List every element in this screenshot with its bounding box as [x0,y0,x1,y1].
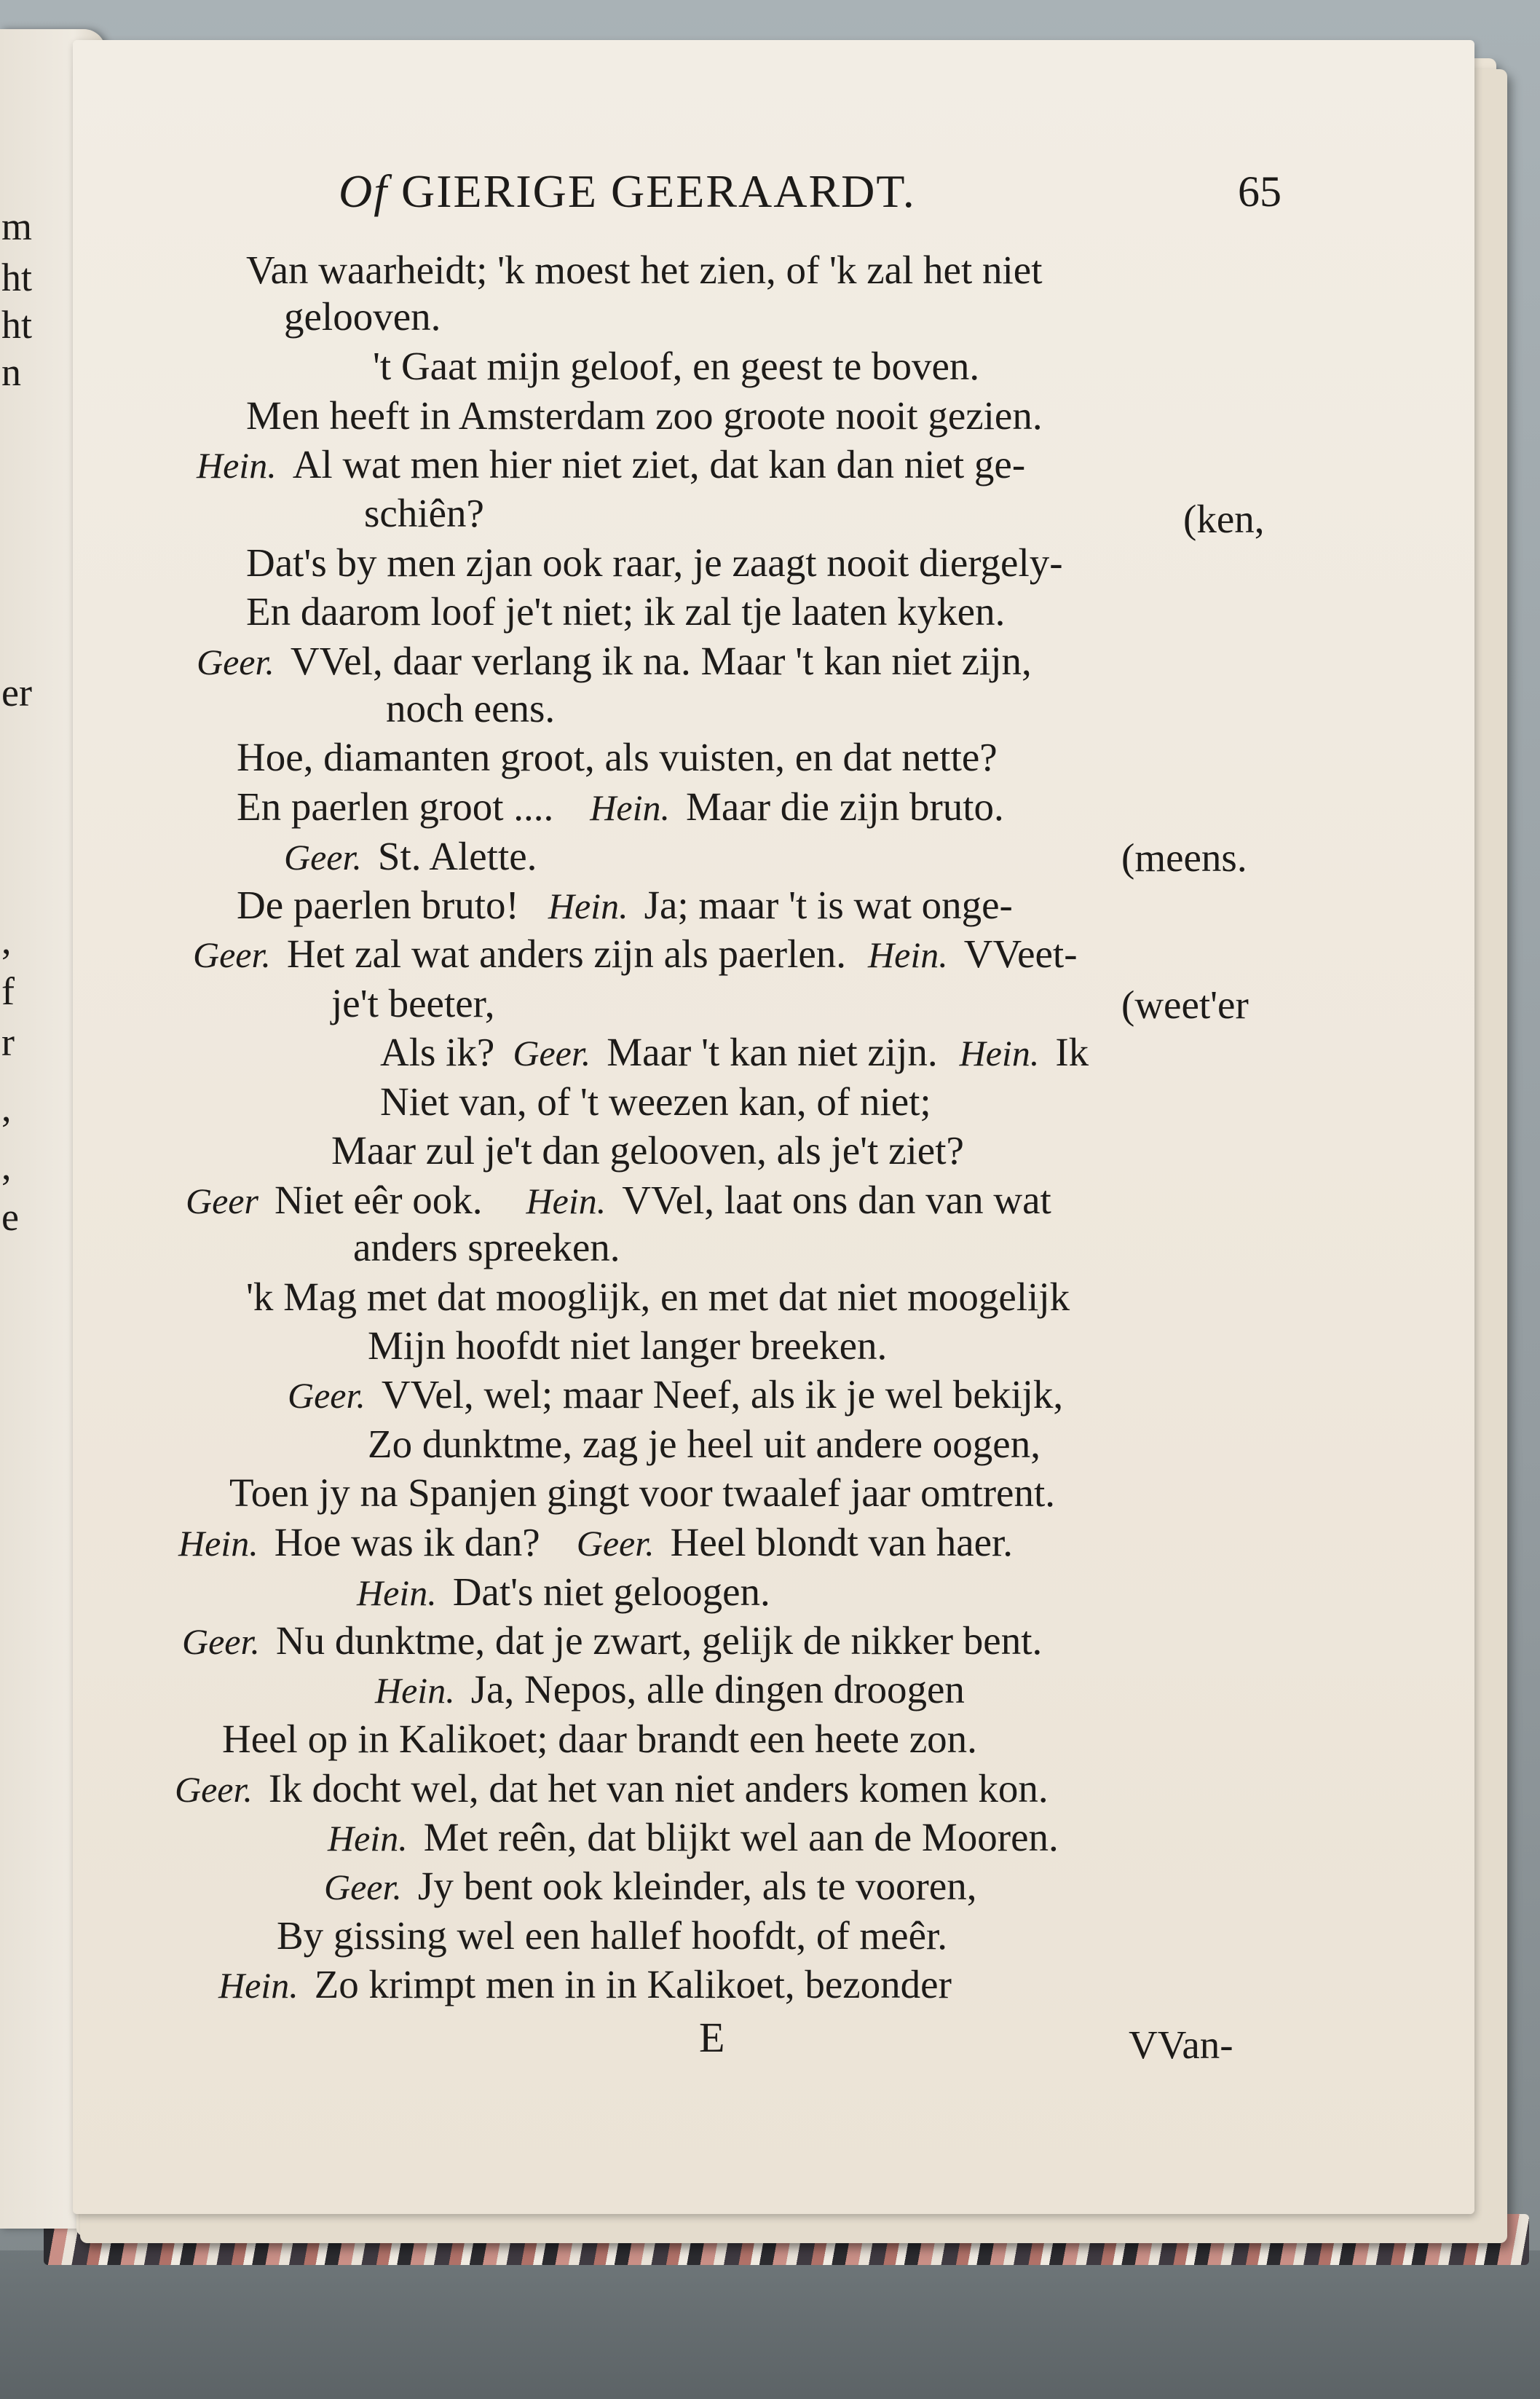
verse-line: Geer. VVel, daar verlang ik na. Maar 't kan niet zijn, [197,639,1032,683]
speaker-name: Hein. [357,1572,437,1613]
verse-line: Hoe, diamanten groot, als vuisten, en dat nette? [237,735,998,779]
verse-line: Hein. Met reên, dat blijkt wel aan de Mooren. [328,1815,1059,1859]
verse-line: De paerlen bruto! Hein. Ja; maar 't is wat onge- [237,883,1013,927]
verse-line: schiên? [364,491,484,535]
speaker-name: Geer. [576,1523,655,1564]
verse-line: 'k Mag met dat mooglijk, en met dat niet moogelijk [246,1275,1070,1319]
left-fragment: ht [1,256,33,299]
left-fragment: r [1,1020,15,1064]
signature-mark: E [699,2014,725,2061]
speaker-name: Hein. [328,1818,408,1859]
left-fragment: e [1,1195,19,1239]
left-fragment: er [1,671,32,714]
verse-line: Hein. Hoe was ik dan? Geer. Heel blondt van haer. [178,1520,1014,1564]
speaker-name: Hein. [868,934,948,975]
catchword: VVan- [1129,2022,1233,2067]
speaker-name: Hein. [218,1965,299,2006]
verse-line: Men heeft in Amsterdam zoo groote nooit gezien. [246,393,1043,438]
verse-line: je't beeter, [331,981,495,1025]
speaker-name: Geer. [284,837,362,878]
speaker-name: Geer. [324,1867,402,1907]
verse-line: noch eens. [386,686,556,730]
verse-line: Geer. Nu dunktme, dat je zwart, gelijk de nikker bent. [182,1618,1043,1663]
turnover: (meens. [1121,835,1247,880]
verse-line: Niet van, of 't weezen kan, of niet; [380,1079,931,1124]
verse-line: By gissing wel een hallef hoofdt, of meêr. [277,1913,948,1958]
speaker-name: Hein. [590,787,670,828]
verse-line: Geer Niet eêr ook. Hein. VVel, laat ons dan van wat [186,1178,1051,1222]
speaker-name: Geer. [182,1621,260,1662]
speaker-name: Geer. [197,642,275,682]
left-fragment: , [1,1144,12,1188]
verse-line: Geer. Jy bent ook kleinder, als te vooren, [324,1864,977,1908]
verse-line: Hein. Al wat men hier niet ziet, dat kan dan niet ge- [197,442,1026,487]
speaker-name: Geer. [513,1033,591,1074]
speaker-name: Hein. [526,1181,607,1221]
speaker-name: Geer. [175,1769,253,1810]
speaker-name: Geer. [288,1375,366,1416]
turnover: (ken, [1183,497,1265,541]
running-title-of: Of [339,165,388,217]
verse-line: Zo dunktme, zag je heel uit andere oogen, [368,1422,1041,1466]
speaker-name: Geer [186,1181,258,1221]
verse-line: Maar zul je't dan gelooven, als je't ziet? [331,1128,964,1173]
verse-line: 't Gaat mijn geloof, en geest te boven. [373,344,980,388]
verse-line: Dat's by men zjan ook raar, je zaagt nooit diergely- [246,540,1063,585]
speaker-name: Geer. [193,934,271,975]
left-fragment: n [1,350,21,394]
verse-line: Als ik? Geer. Maar 't kan niet zijn. Hein. Ik [380,1030,1089,1074]
verse-line: Mijn hoofdt niet langer breeken. [368,1323,888,1368]
verse-line: Hein. Ja, Nepos, alle dingen droogen [375,1667,965,1711]
verse-line: Geer. Ik docht wel, dat het van niet anders komen kon. [175,1766,1049,1811]
verse-line: Hein. Zo krimpt men in in Kalikoet, bezonder [218,1962,952,2006]
speaker-name: Hein. [959,1033,1040,1074]
verse-line: En daarom loof je't niet; ik zal tje laaten kyken. [246,589,1006,634]
left-fragment: m [1,205,33,248]
verse-line: Van waarheidt; 'k moest het zien, of 'k zal het niet [246,248,1043,292]
left-fragment: , [1,1086,12,1130]
running-title [339,165,916,217]
turnover: (weet'er [1121,982,1249,1027]
running-title-text: GIERIGE GEERAARDT. [401,165,916,217]
verse-line: Heel op in Kalikoet; daar brandt een heete zon. [222,1717,977,1761]
left-fragment: f [1,969,15,1013]
right-page [73,40,1474,2214]
verse-line: Hein. Dat's niet geloogen. [357,1569,770,1614]
verse-line: gelooven. [284,294,441,339]
speaker-name: Hein. [178,1523,258,1564]
verse-line: Geer. VVel, wel; maar Neef, als ik je wel bekijk, [288,1372,1064,1417]
verse-line: En paerlen groot .... Hein. Maar die zijn bruto. [237,784,1004,829]
left-fragment: , [1,918,12,962]
page-number: 65 [1238,168,1282,216]
speaker-name: Hein. [548,886,628,926]
left-fragment: ht [1,303,33,347]
cloth-background [0,2250,1540,2399]
speaker-name: Hein. [197,445,277,486]
verse-line: Toen jy na Spanjen gingt voor twaalef jaar omtrent. [229,1470,1055,1515]
verse-line: anders spreeken. [353,1225,620,1269]
verse-line: Geer. Het zal wat anders zijn als paerlen. Hein. VVeet- [193,931,1078,976]
verse-line: Geer. St. Alette. [284,834,537,878]
speaker-name: Hein. [375,1670,455,1711]
